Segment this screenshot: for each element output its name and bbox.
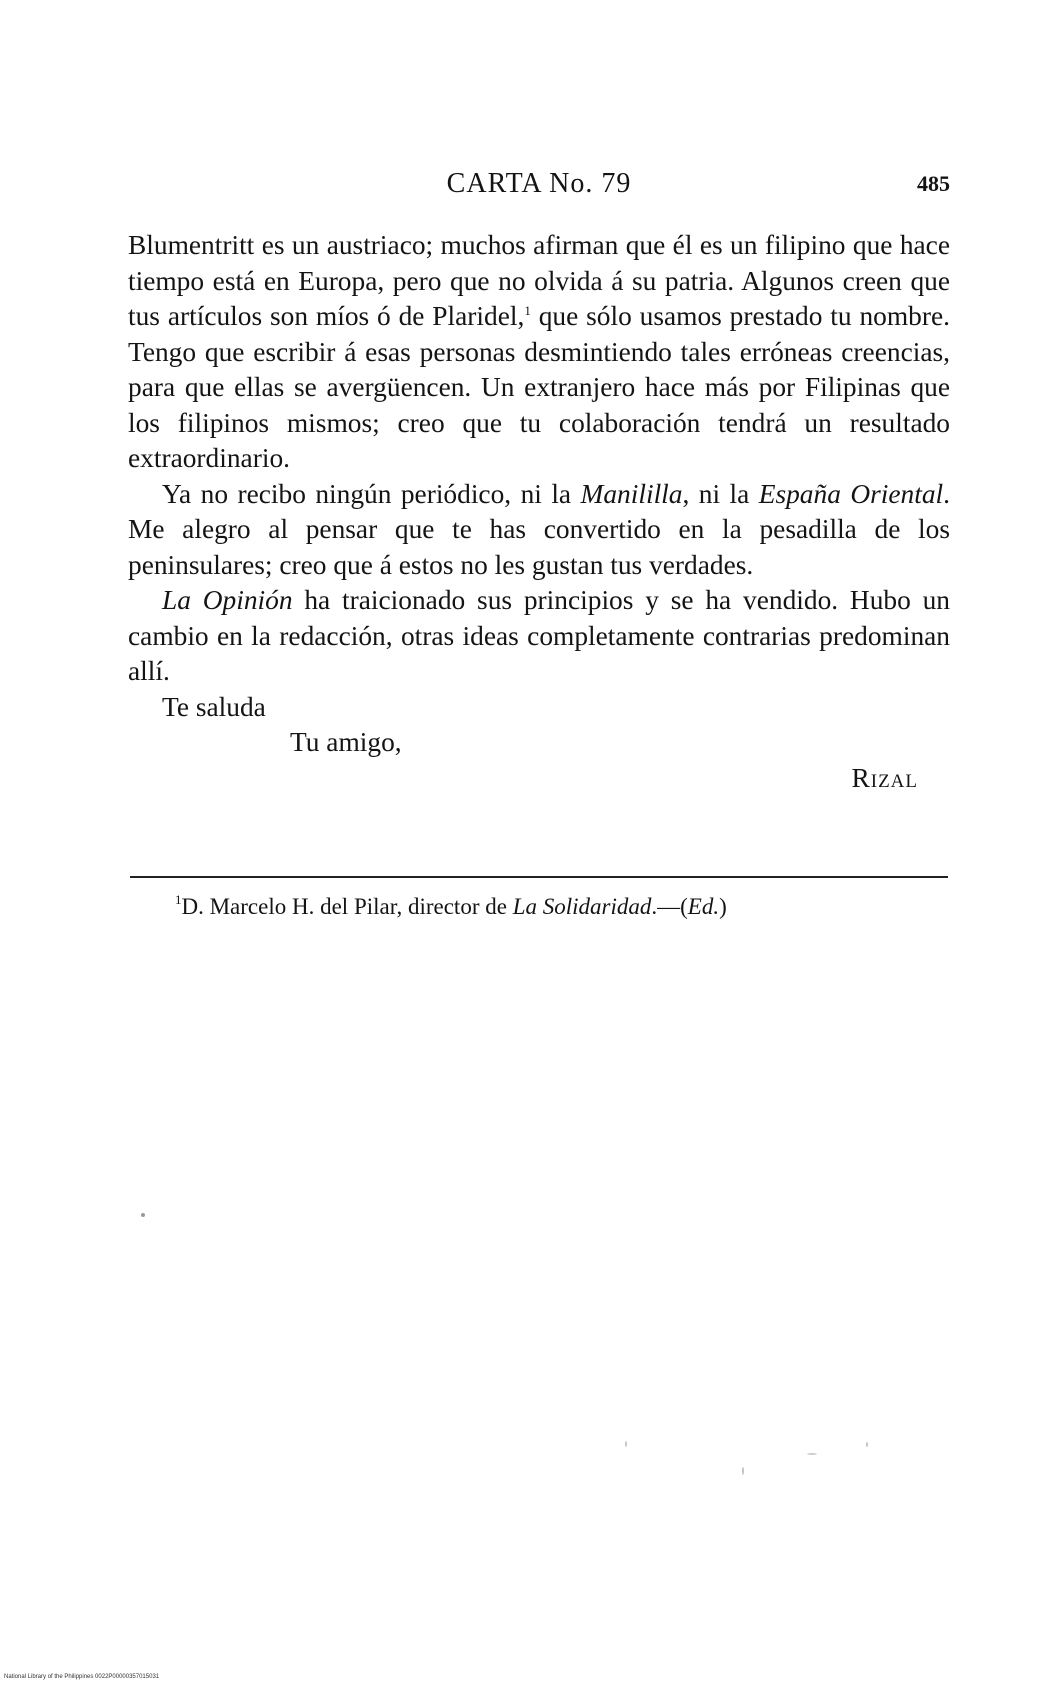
paragraph-1-text: Blumentritt es un austriaco; muchos afirman que él es un filipino que hace tiempo está en Europa, pero que no olvida á su patria. Algunos creen que tus artículos son míos ó de Plaridel,: [128, 230, 950, 331]
signature: Rizal: [851, 762, 918, 793]
footnote-divider: [130, 876, 948, 878]
page-number: 485: [917, 171, 950, 196]
footnote: [175, 892, 727, 922]
scan-speck: [742, 1467, 744, 1475]
footnote-marker: 1: [175, 892, 182, 907]
closing: Tu amigo,: [290, 727, 402, 757]
paragraph-1: [128, 228, 950, 477]
footnote-italic-title: La Solidaridad: [512, 894, 652, 919]
salutation: Te saluda: [162, 691, 266, 722]
page-header: [128, 168, 950, 208]
footnote-reference: 1: [524, 303, 531, 318]
paragraph-2-text-a: Ya no recibo ningún periódico, ni la: [162, 478, 581, 509]
paragraph-2-text-b: , ni la: [682, 478, 759, 509]
page-title: CARTA No. 79: [446, 168, 632, 199]
archive-footer: National Library of the Philippines 0022P00000357015031: [4, 1674, 160, 1680]
periodical-title-manililla: Manililla: [580, 478, 683, 509]
paragraph-2: [128, 477, 950, 584]
letter-body: [128, 228, 950, 796]
paragraph-2-text-c: . Me alegro al pensar que te has convertido en la pesadilla de los peninsulares; creo que á estos no les gustan tus verdades.: [128, 478, 951, 580]
paragraph-3: [128, 583, 950, 690]
paragraph-3-text: ha traicionado sus principios y se ha vendido. Hubo un cambio en la redacción, otras ideas completamente contrarias predominan allí.: [128, 585, 951, 686]
footnote-text-a: D. Marcelo H. del Pilar, director de: [181, 894, 513, 919]
scan-speck: [625, 1441, 627, 1447]
paragraph-1-continuation: que sólo usamos prestado tu nombre. Tengo que escribir á esas personas desmintiendo tales erróneas creencias, para que ellas se avergüencen. Un extranjero hace más por Filipinas que los filipinos mismos; creo que tu colaboración tendrá un resultado extraordinario.: [128, 301, 950, 473]
scan-speck: [807, 1453, 817, 1455]
scan-speck: [141, 1213, 145, 1217]
footnote-text-b: .—(: [651, 894, 688, 919]
periodical-title-la-opinion: La Opinión: [162, 585, 293, 615]
scan-speck: [866, 1442, 868, 1447]
footnote-editor-mark: Ed.: [687, 894, 720, 919]
footnote-text-c: ): [719, 894, 727, 919]
periodical-title-espana-oriental: España Oriental: [758, 478, 944, 509]
